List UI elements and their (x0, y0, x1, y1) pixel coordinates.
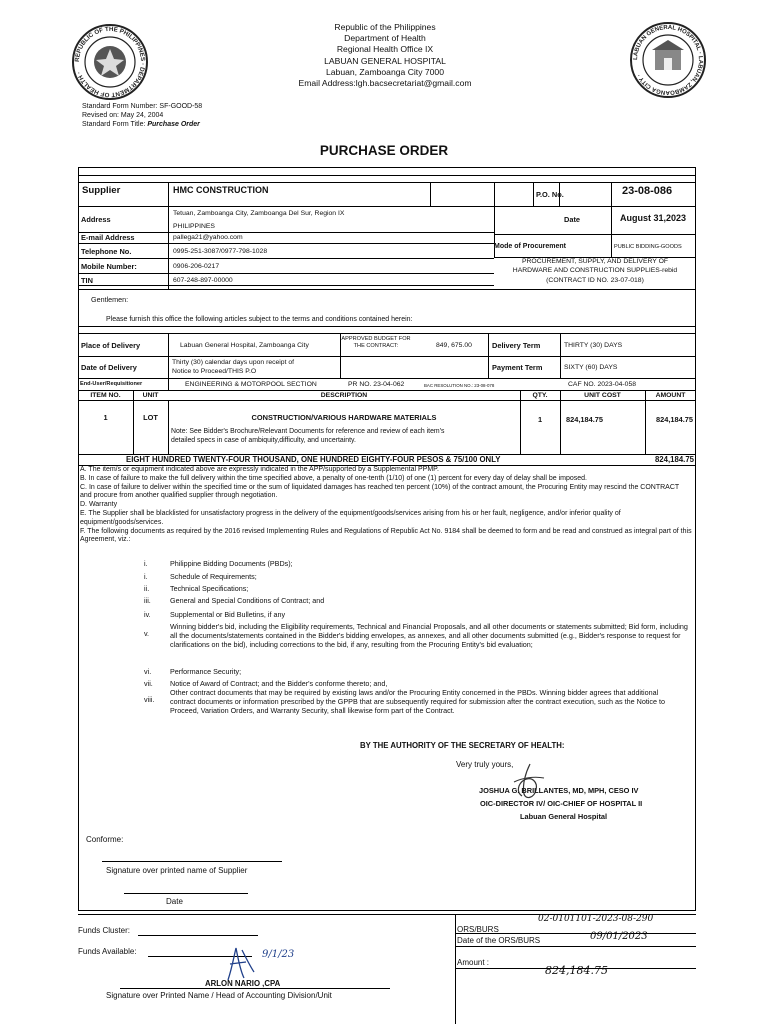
condition-item: F. The following documents as required by the 2016 revised Implementing Rules and Regulations of Republic Act No. 9184 shall be deemed to form and be read and construed as integral part of this Agreement, viz.: (80, 527, 692, 544)
mobile-value: 0906-206-0217 (173, 263, 220, 270)
accountant-name: ARLON NARIO ,CPA (205, 979, 281, 988)
conforme-label: Conforme: (86, 835, 124, 844)
bac-resolution: BAC RESOLUTION NO.: 23-08-078 (424, 383, 495, 388)
salutation: Gentlemen: (91, 295, 129, 304)
director-signature (508, 762, 548, 802)
telephone-value: 0995-251-3087/0977-798-1028 (173, 248, 268, 255)
list-item-num: i. (144, 572, 148, 581)
list-item-num: vi. (144, 667, 152, 676)
item-qty: 1 (537, 415, 543, 424)
form-revised: Revised on: May 24, 2004 (82, 112, 164, 119)
list-item: Notice of Award of Contract; and the Bidder's conforme thereto; and, (170, 679, 388, 688)
header-line: LABUAN GENERAL HOSPITAL (324, 55, 446, 66)
form-title: Standard Form Title: Purchase Order (82, 121, 200, 128)
item-unit: LOT (143, 413, 158, 422)
header-line: Department of Health (344, 33, 426, 44)
accountant-caption: Signature over Printed Name / Head of Accounting Division/Unit (106, 991, 332, 1000)
condition-item: C. In case of failure to deliver within the specified time or the sum of liquidated damages has reached ten percent (10%) of the contract amount, the Procuring Entity may rescind the CONTRACT and procure from another qualified supplier through negotiation. (80, 483, 680, 500)
ors-date-label: Date of the ORS/BURS (457, 936, 541, 945)
place-of-delivery-label: Place of Delivery (81, 341, 141, 350)
col-header-unit-cost: UNIT COST (584, 392, 621, 399)
pr-number: PR NO. 23-04-062 (348, 381, 405, 388)
mobile-label: Mobile Number: (81, 262, 137, 271)
ors-value: 02-0101101-2023-08-290 (538, 914, 654, 924)
delivery-term: THIRTY (30) DAYS (564, 342, 623, 349)
caf-number: CAF NO. 2023-04-058 (568, 381, 637, 388)
abc-value: 849, 675.00 (436, 342, 472, 349)
funds-available-label: Funds Available: (78, 947, 137, 956)
project-line: HARDWARE AND CONSTRUCTION SUPPLIES-rebid (512, 267, 678, 275)
ors-label: ORS/BURS (457, 925, 499, 934)
condition-item: A. The item/s or equipment indicated above are expressly indicated in the APP/supported by a Supplemental PPMP. (80, 466, 439, 473)
total-amount: 824,184.75 (654, 455, 694, 464)
supplier-label: Supplier (82, 185, 121, 196)
ors-date-value: 09/01/2023 (590, 931, 648, 942)
delivery-term-label: Delivery Term (492, 341, 541, 350)
total-in-words: EIGHT HUNDRED TWENTY-FOUR THOUSAND, ONE HUNDRED EIGHTY-FOUR PESOS & 75/100 ONLY (126, 455, 501, 464)
signatory-name: JOSHUA G. BRILLANTES, MD, MPH, CESO IV (479, 786, 639, 795)
payment-term-label: Payment Term (492, 363, 543, 372)
address-label: Address (81, 215, 111, 224)
signatory-office: Labuan General Hospital (520, 812, 608, 821)
signatory-position: OIC-DIRECTOR IV/ OIC-CHIEF OF HOSPITAL II (480, 799, 643, 808)
col-header-amount: AMOUNT (655, 392, 686, 399)
form-title-value: Purchase Order (147, 121, 200, 128)
col-header-qty: QTY. (532, 392, 548, 399)
po-number-label: P.O. No. (536, 190, 564, 199)
po-date-label: Date (564, 215, 581, 224)
list-item: Performance Security; (170, 667, 242, 676)
list-item-num: iv. (144, 610, 151, 619)
list-item: Supplemental or Bid Bulletins, if any (170, 610, 286, 619)
amount-value: 824,184.75 (545, 964, 608, 977)
item-amount: 824,184.75 (656, 415, 693, 424)
email-value: pallega21@yahoo.com (173, 234, 243, 241)
item-unit-cost: 824,184.75 (566, 415, 603, 424)
list-item: Philippine Bidding Documents (PBDs); (170, 559, 293, 568)
date-of-delivery-line: Thirty (30) calendar days upon receipt of (172, 359, 295, 366)
list-item: General and Special Conditions of Contract; and (170, 596, 325, 605)
list-item: Technical Specifications; (170, 584, 249, 593)
payment-term: SIXTY (60) DAYS (564, 364, 618, 371)
item-description-note: detailed specs in case of ambiquity,difficulty, and uncertainty. (171, 437, 356, 444)
form-number: Standard Form Number: SF-GOOD-58 (82, 103, 203, 110)
header-line: Email Address:lgh.bacsecretariat@gmail.com (298, 78, 472, 89)
project-line: PROCUREMENT, SUPPLY, AND DELIVERY OF (521, 258, 669, 265)
end-user: ENGINEERING & MOTORPOOL SECTION (185, 381, 317, 388)
col-header-item-no: ITEM NO. (90, 392, 121, 399)
hospital-seal-logo (628, 20, 708, 100)
place-of-delivery: Labuan General Hospital, Zamboanga City (180, 342, 309, 349)
supplier-signature-caption: Signature over printed name of Supplier (106, 866, 248, 875)
condition-item: E. The Supplier shall be blacklisted for unsatisfactory progress in the delivery of the equipment/goods/services arising from his or her fault, negligence, and/or inferior quality of equipment/goods/services. (80, 509, 621, 526)
telephone-label: Telephone No. (81, 247, 132, 256)
form-meta (82, 102, 202, 129)
list-item-num: v. (144, 629, 150, 638)
list-item-num: i. (144, 559, 148, 568)
svg-text:REPUBLIC OF THE PHILIPPINES ·: REPUBLIC OF THE PHILIPPINES · DEPARTMENT OF HEALTH · (73, 25, 147, 99)
email-label: E-mail Address (81, 233, 135, 242)
date-of-delivery-label: Date of Delivery (81, 363, 137, 372)
address-line: PHILIPPINES (173, 223, 215, 230)
list-item-num: vii. (144, 679, 153, 688)
item-description-title: CONSTRUCTION/VARIOUS HARDWARE MATERIALS (251, 413, 437, 422)
mode-value: PUBLIC BIDDING-GOODS (614, 244, 682, 250)
col-header-unit: UNIT (142, 392, 159, 399)
handwritten-date: 9/1/23 (262, 949, 295, 960)
list-item-num: viii. (144, 695, 155, 704)
po-date: August 31,2023 (620, 213, 687, 223)
conforme-date-caption: Date (166, 897, 183, 906)
tin-value: 607-248-897-00000 (173, 277, 233, 284)
closing: Very truly yours, (456, 760, 514, 769)
item-no: 1 (103, 413, 108, 422)
list-item-num: iii. (144, 596, 151, 605)
col-header-description: DESCRIPTION (320, 392, 368, 399)
date-of-delivery-line: Notice to Proceed/THIS P.O (172, 368, 257, 375)
funds-cluster-label: Funds Cluster: (78, 926, 131, 935)
amount-label: Amount : (457, 958, 490, 967)
condition-item: B. In case of failure to make the full delivery within the time specified above, a penalty of one-tenth (1/10) of one (1) percent for every day of delay shall be imposed. (80, 474, 588, 482)
condition-item: D. Warranty (80, 501, 118, 509)
svg-text:LABUAN GENERAL HOSPITAL · LABU: LABUAN GENERAL HOSPITAL · LABUAN, ZAMBOANGA CITY · (632, 24, 704, 96)
mode-label: Mode of Procurement (494, 243, 566, 250)
letter-body: Please furnish this office the following articles subject to the terms and conditions contained herein: (106, 316, 413, 323)
item-description-note: Note: See Bidder's Brochure/Relevant Documents for reference and review of each item's (171, 428, 445, 435)
list-item: Other contract documents that may be required by existing laws and/or the Procuring Entity concerned in the PBDs. Winning bidder agrees that additional contract documents or information prescribed by the GPPB that are subsequently required for submission after the contract execution, such as the Notice to Proceed, Variation Orders, and Warranty Security, shall likewise form part of the Contract. (170, 688, 665, 715)
supplier-name: HMC CONSTRUCTION (173, 185, 269, 195)
header-line: Regional Health Office IX (336, 44, 434, 55)
header-line: Republic of the Philippines (334, 22, 436, 32)
terms-and-conditions (80, 466, 692, 545)
header-line: Labuan, Zamboanga City 7000 (325, 66, 444, 77)
list-item-num: ii. (144, 584, 150, 593)
project-title (494, 257, 696, 285)
po-number: 23-08-086 (622, 185, 673, 197)
agency-header (240, 22, 530, 89)
doh-seal-logo (70, 22, 150, 102)
project-line: (CONTRACT ID NO. 23-07-018) (546, 276, 644, 284)
end-user-label: End-User/Requisitioner (80, 381, 143, 387)
address-line: Tetuan, Zamboanga City, Zamboanga Del Sur, Region IX (173, 210, 345, 217)
page-title: PURCHASE ORDER (319, 143, 449, 158)
tin-label: TIN (81, 276, 93, 285)
abc-label: APPROVED BUDGET FOR THE CONTRACT: (341, 336, 411, 349)
authority-heading: BY THE AUTHORITY OF THE SECRETARY OF HEALTH: (360, 741, 565, 750)
list-item: Winning bidder's bid, including the Eligibility requirements, Technical and Financial Proposals, and all other documents or statements submitted; Bid form, including all the documents/statements contained in the Bidder's bidding envelopes, as annexes, and all other documents submitted (e.g., Bidder's response to request for clarifications on the bid), including corrections to the bid, if any, resulting from the Procuring Entity's bid evaluation; (170, 622, 688, 649)
list-item: Schedule of Requirements; (170, 572, 257, 581)
